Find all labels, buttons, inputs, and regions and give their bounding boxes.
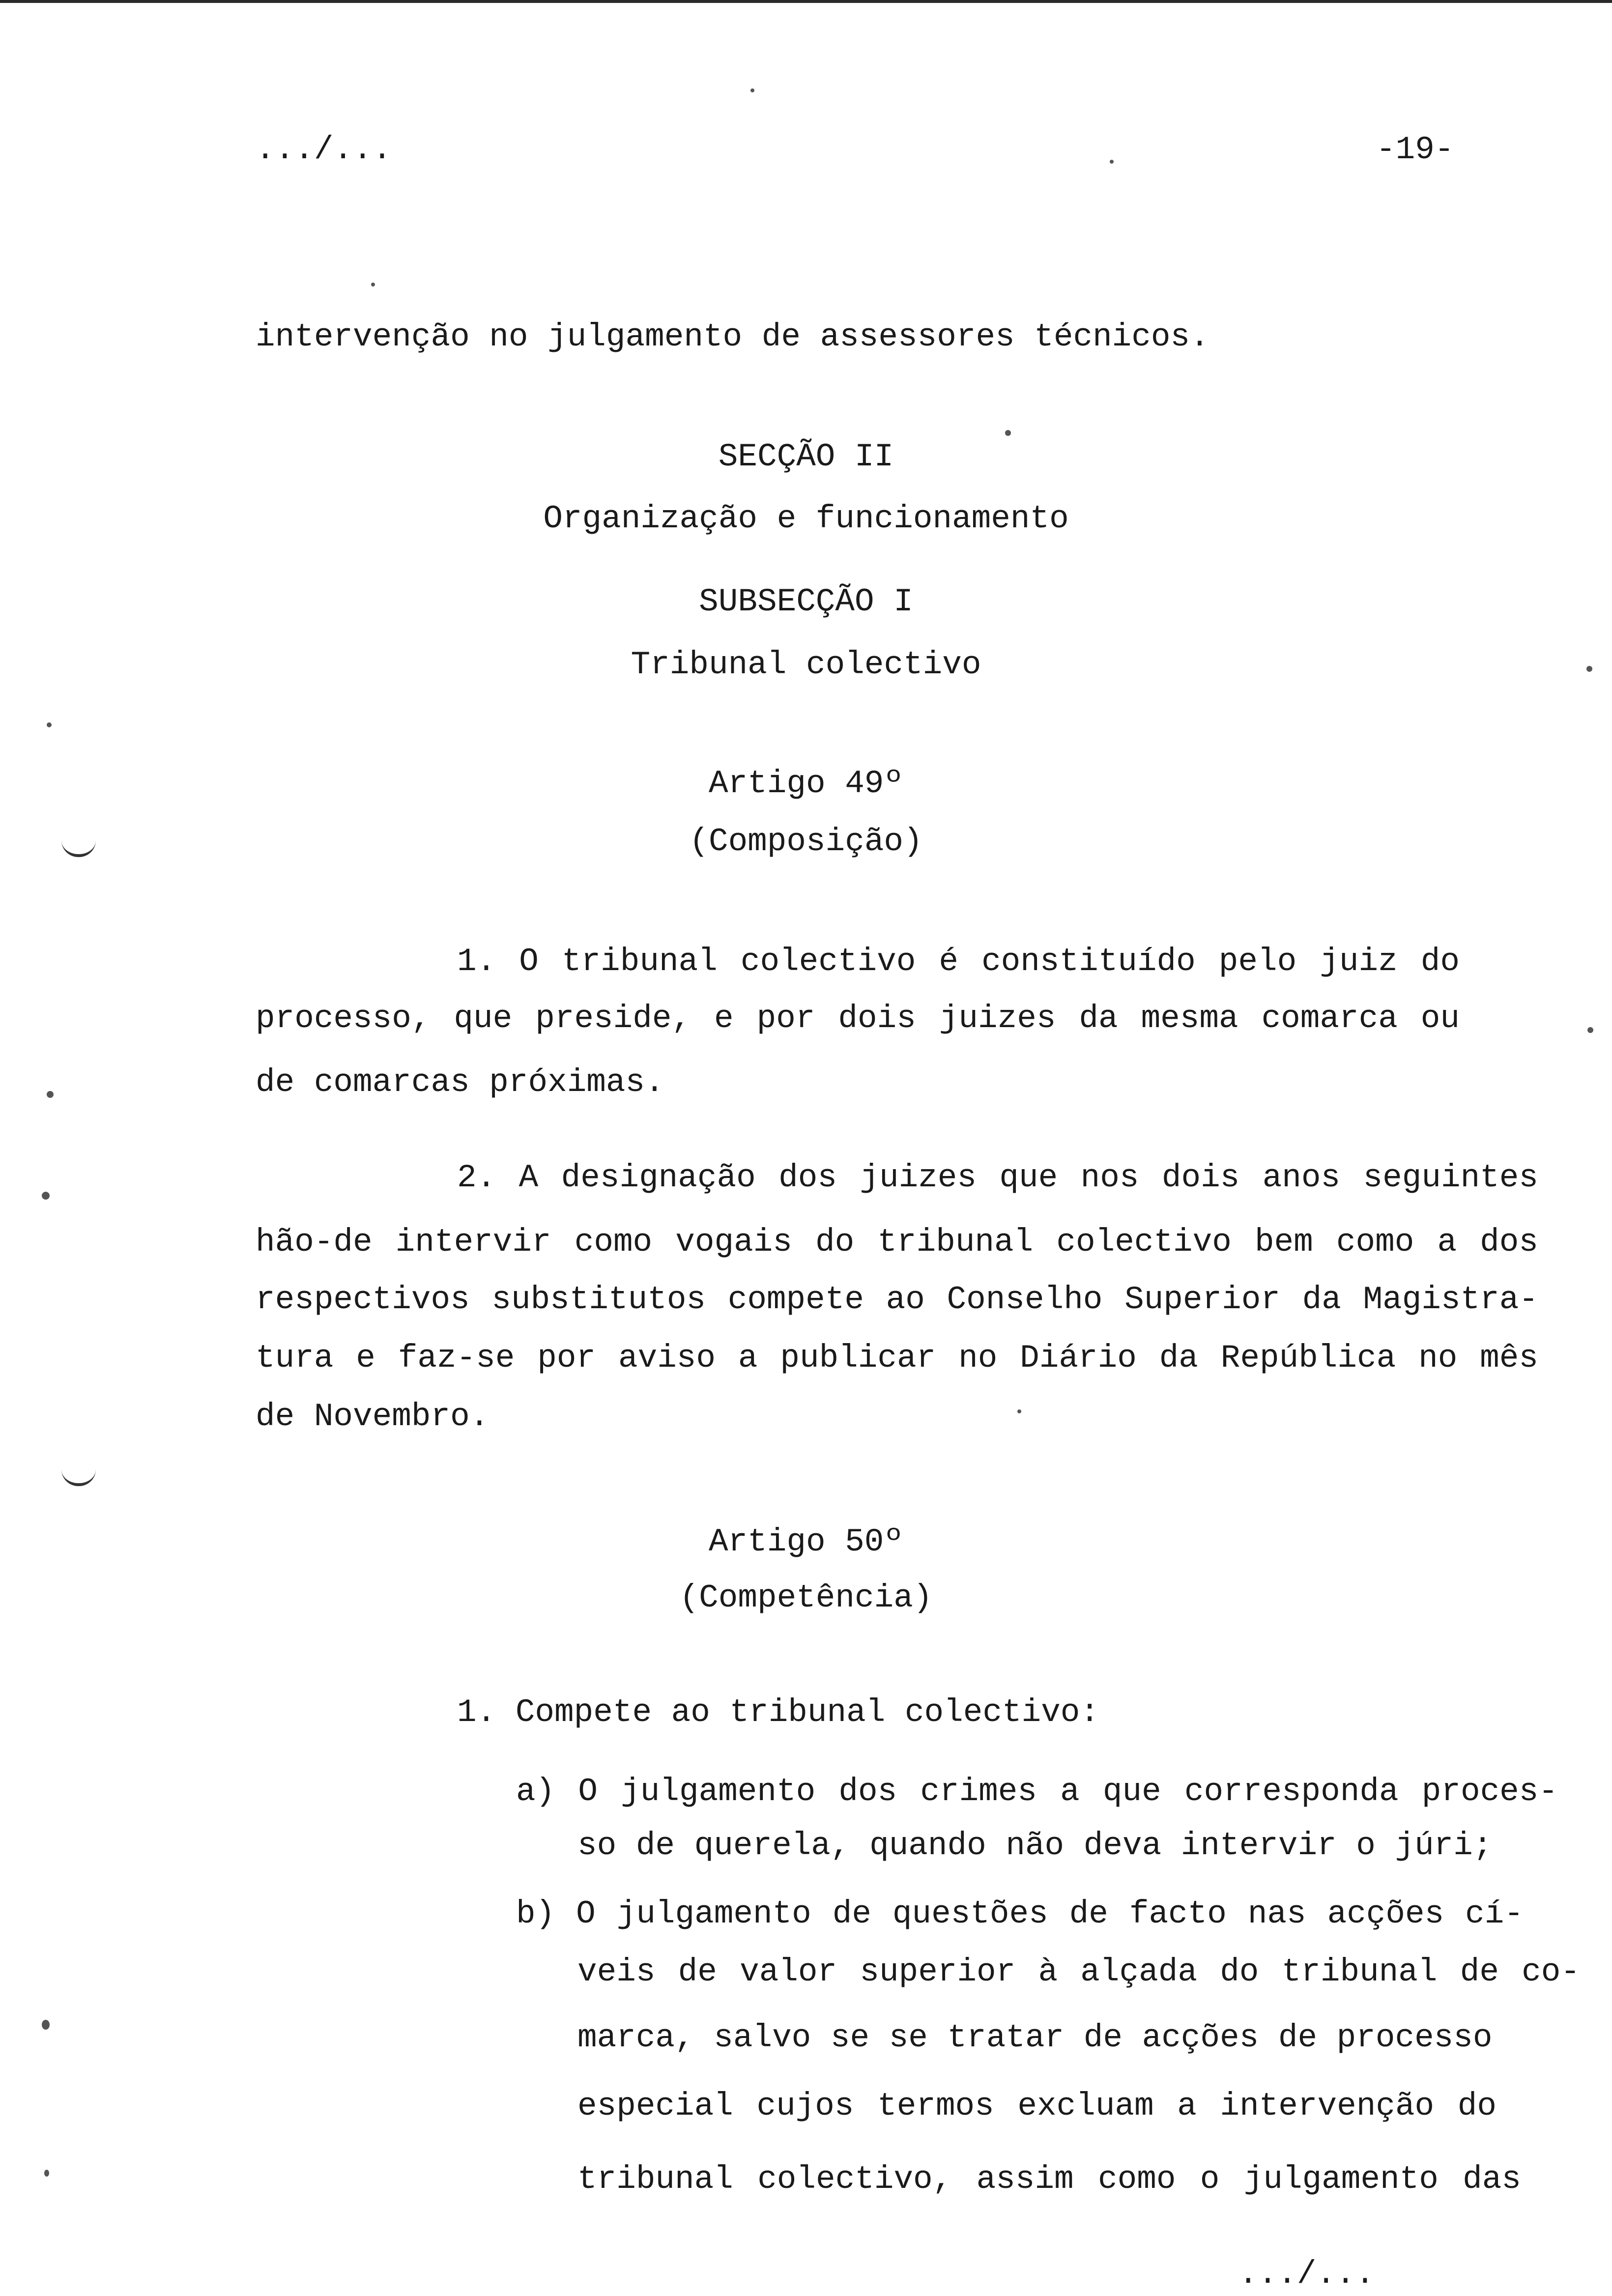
scan-artifact-speck [44,2170,49,2177]
scan-artifact-speck [1587,1027,1593,1033]
scan-artifact-speck [1005,430,1011,436]
list-item-line: especial cujos termos excluam a intervenção do [577,2088,1497,2124]
article-title: Artigo 49º [708,765,904,802]
list-item-line: so de querela, quando não deva intervir o júri; [577,1827,1493,1864]
scan-artifact-mark [61,1469,96,1486]
body-line: intervenção no julgamento de assessores técnicos. [256,318,1209,355]
list-item-line: tribunal colectivo, assim como o julgamento das [577,2161,1521,2198]
paragraph-line: 1. O tribunal colectivo é constituído pelo juiz do [457,943,1460,980]
article-title: Artigo 50º [708,1523,904,1560]
paragraph-line: de Novembro. [256,1398,489,1435]
scan-artifact-speck [47,722,52,727]
section-title: SECÇÃO II [718,438,894,475]
continuation-mark-top: .../... [256,131,392,168]
scan-artifact-speck [750,88,754,92]
scan-artifact-speck [1017,1409,1021,1413]
page-number: -19- [1376,131,1454,168]
section-subtitle: Organização e funcionamento [543,500,1069,537]
paragraph-line: respectivos substitutos compete ao Conselho Superior da Magistra- [256,1281,1538,1318]
top-edge-rule [0,0,1612,3]
list-item-line: marca, salvo se se tratar de acções de processo [577,2019,1493,2056]
list-item-line: veis de valor superior à alçada do tribunal de co- [577,1953,1580,1990]
scan-artifact-speck [47,1091,54,1098]
article-heading: (Composição) [689,823,923,860]
article-heading: (Competência) [679,1579,933,1616]
continuation-mark-bottom: .../... [1238,2256,1375,2293]
scan-artifact-speck [371,283,375,287]
scan-artifact-speck [42,2020,50,2030]
scan-artifact-speck [42,1192,50,1200]
paragraph-line: 2. A designação dos juizes que nos dois anos seguintes [457,1159,1538,1196]
subsection-title: SUBSECÇÃO I [699,583,913,620]
list-item-line: a) O julgamento dos crimes a que corresponda proces- [516,1773,1558,1810]
paragraph-line: processo, que preside, e por dois juizes da mesma comarca ou [256,1000,1460,1037]
paragraph-line: 1. Compete ao tribunal colectivo: [457,1694,1100,1731]
paragraph-line: de comarcas próximas. [256,1064,664,1101]
subsection-subtitle: Tribunal colectivo [631,646,981,683]
paragraph-line: tura e faz-se por aviso a publicar no Diário da República no mês [256,1340,1538,1377]
scan-artifact-speck [1110,160,1114,164]
paragraph-line: hão-de intervir como vogais do tribunal colectivo bem como a dos [256,1224,1538,1261]
list-item-line: b) O julgamento de questões de facto nas acções cí- [516,1895,1524,1932]
scan-artifact-speck [1586,666,1592,672]
